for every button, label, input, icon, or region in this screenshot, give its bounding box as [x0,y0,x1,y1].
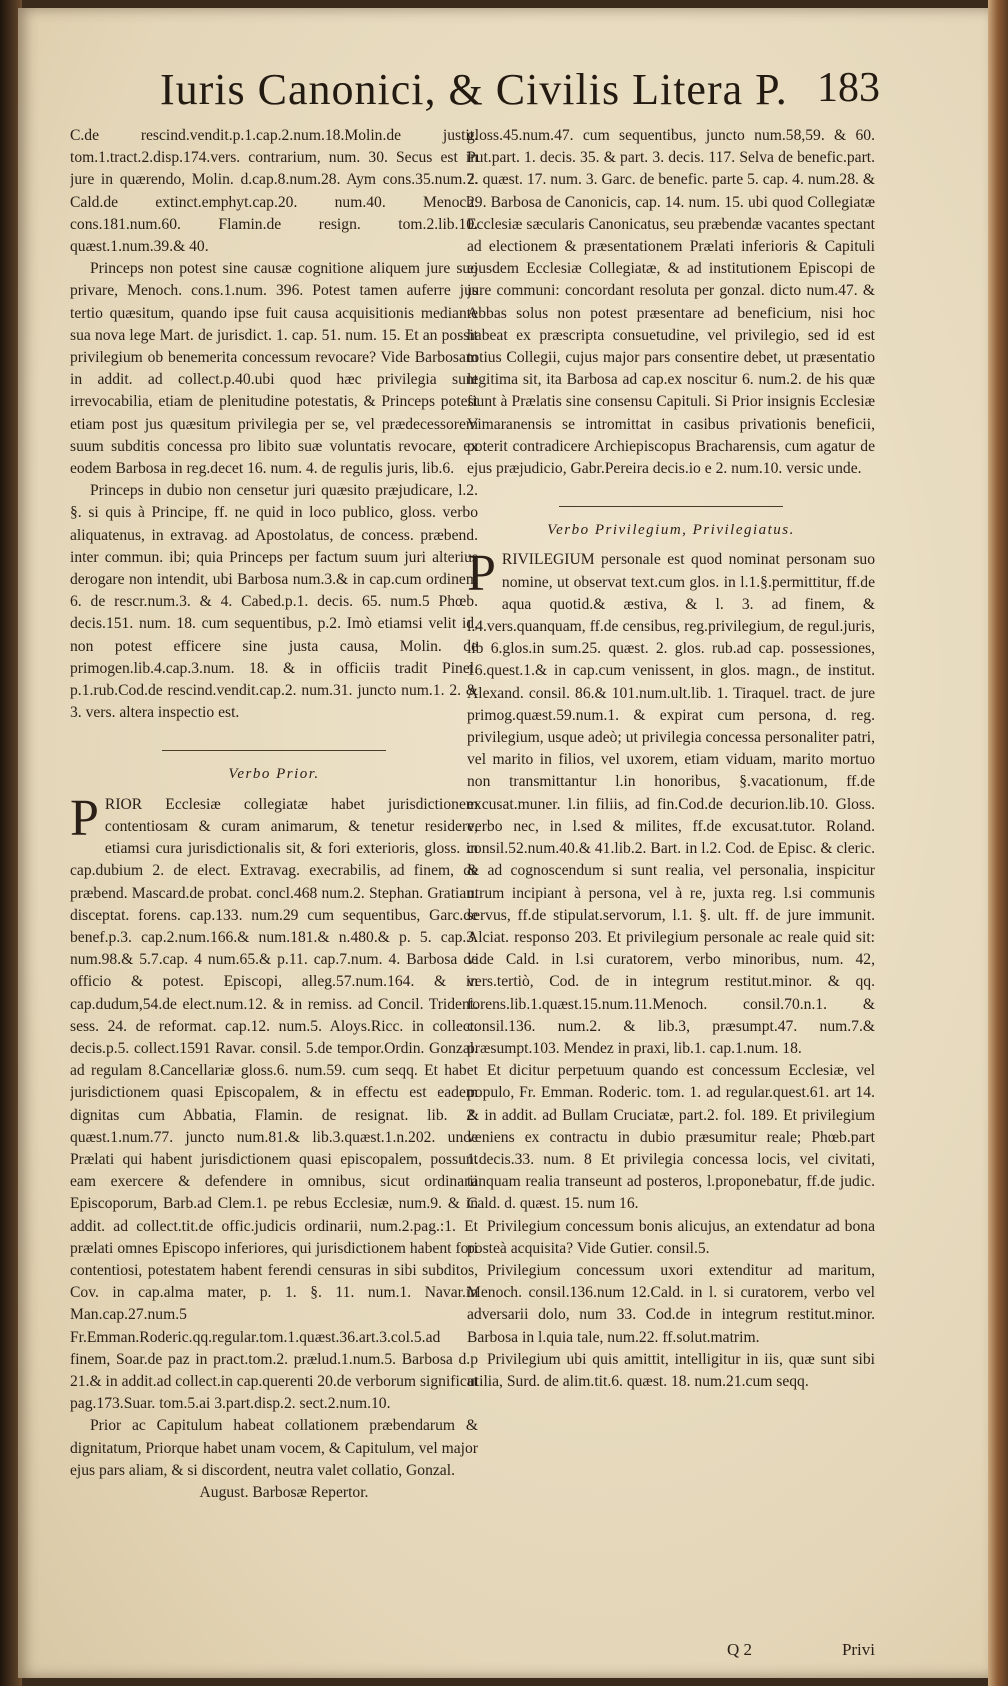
left-paragraph: C.de rescind.vendit.p.1.cap.2.num.18.Molin.de justit. tom.1.tract.2.disp.174.vers. contrarium, num. 30. Secus est in jure in quærendo, Molin. d.cap.8.num.28. Aym cons.35.num.7. Cald.de extinct.emphyt.cap.20. num.40. Menoch. cons.181.num.60. Flamin.de resign. tom.2.lib.10. quæst.1.num.39.& 40. [70,127,478,256]
left-paragraph: Princeps in dubio non censetur juri quæsito præjudicare, l.2. §. si quis à Principe, ff. ne quid in loco publico, gloss. verbo aliquatenus, in extravag. ad Apostolatus, de concess. præbend. inter commun. ibi; quia Princeps per factum suum juri alterius derogare non intendit, ubi Barbosa num.3.& in cap.cum ordinem 6. de rescr.num.3. & 4. Cabed.p.1. decis. 65. num.5 Phœb. decis.151. num. 18. cum sequentibus, p.2. Imò etiamsi velit id, non potest efficere sine justa causa, Molin. de primogen.lib.4.cap.3.num. 18. & in officiis tradit Pinel. p.1.rub.Cod.de rescind.vendit.cap.2. num.31. juncto num.1. 2. & 3. vers. altera inspectio est. [70,482,478,722]
section-divider [559,506,783,507]
left-paragraph: Princeps non potest sine causæ cognitione aliquem jure suo privare, Menoch. cons.1.num. 396. Potest tamen auferre jus tertio quæsitum, quando ipse fuit causa acquisitionis mediante sua nova lege Mart. de jurisdict. 1. cap. 51. num. 15. Et an possit privilegium ob benemerita concessum revocare? Vide Barbosam in addit. ad collect.p.40.ubi quod hæc privilegia sunt irrevocabilia, etiam de plenitudine potestatis, & Princeps potest etiam post jus quæsitum privilegia per se, vel prædecessorem suum subditis concessa pro libito suæ voluntatis revocare, ex eodem Barbosa in reg.decet 16. num. 4. de regulis juris, lib.6. [70,260,478,478]
privilegium-paragraph: Privilegium ubi quis amittit, intelligitur in iis, quæ sunt sibi utilia, Surd. de alim.tit.6. quæst. 18. num.21.cum seqq. [467,1350,875,1390]
prior-text: RIOR Ecclesiæ collegiatæ habet jurisdictionem contentiosam & curam animarum, & tenetur residere, etiamsi cura jurisdictionalis sit, & fori exterioris, gloss. in cap.dubium 2. de elect. Extravag. execrabilis, ad finem, de præbend. Mascard.de probat. concl.468 num.2. Stephan. Gratian. disceptat. forens. cap.133. num.29 cum sequentibus, Garc.de benef.p.3. cap.2.num.166.& num.181.& n.480.& p. 5. cap.3. num.98.& 5.7.cap. 4 num.65.& p.11. cap.7.num. 4. Barbosa de officio & potest. Episcopi, alleg.57.num.164. & in cap.dudum,54.de elect.num.12. & in remiss. ad Concil. Trident. sess. 24. de reformat. cap.12. num.5. Aloys.Ricc. in collect. decis.p.5. collect.1591 Ravar. consil. 5.de tempor.Ordin. Gonzal. ad regulam 8.Cancellariæ gloss.6. num.59. cum seqq. Et habet jurisdictionem quasi Episcopalem, & in effectu est eadem dignitas cum Abbatia, Flamin. de resignat. lib. 2. quæst.1.num.77. juncto num.81.& lib.3.quæst.1.n.202. unde Prælati qui habent jurisdictionem quasi episcopalem, possunt eam exercere & defendere in omnibus, sicut ordinarii Episcoporum, Barb.ad Clem.1. pe rebus Ecclesiæ, num.9. & in addit. ad collect.tit.de offic.judicis ordinarii, num.2.pag.:1. Et prælati omnes Episcopo inferiores, qui jurisdictionem habent fori contentiosi, potestatem habent ferendi censuras in sibi subditos, Cov. in cap.alma mater, p. 1. §. 11. num.1. Navar.in Man.cap.27.num.5 Fr.Emman.Roderic.qq.regular.tom.1.quæst.36.art.3.col.5.ad finem, Soar.de paz in pract.tom.2. prælud.1.num.5. Barbosa d.p 21.& in addit.ad collect.in cap.querenti 20.de verborum significat pag.173.Suar. tom.5.ai 3.part.disp.2. sect.2.num.10. [70,795,478,1413]
section-divider [162,750,386,751]
dropcap-p: P [467,545,496,603]
dropcap-p: P [70,789,99,847]
prior-paragraph [70,789,478,1416]
running-title: Iuris Canonici, & Civilis Litera P. [160,65,788,114]
section-title-prior: Verbo Prior. [228,766,320,783]
right-paragraph: gloss.45.num.47. cum sequentibus, juncto num.58,59. & 60. Put.part. 1. decis. 35. & part. 3. decis. 117. Selva de benefic.part. 2. quæst. 17. num. 3. Garc. de benefic. parte 5. cap. 4. num.28. & 29. Barbosa de Canonicis, cap. 14. num. 15. ubi quod Collegiatæ Ecclesiæ sæcularis Canonicatus, seu præbendæ vacantes spectant ad electionem & præsentationem Prælati inferioris & Capituli ejusdem Ecclesiæ Collegiatæ, & ad institutionem Episcopi de jure communi: concordant resoluta per gonzal. dicto num.47. & Abbas solus non potest præsentare ad beneficium, nisi hoc habeat ex præscripta consuetudine, vel privilegio, sed id est totius Collegii, cujus major pars consentire debet, ut præsentatio legitima sit, ita Barbosa ad cap.ex noscitur 6. num.2. de his quæ fiunt à Prælatis sine consensu Capituli. Si Prior insignis Ecclesiæ Vimaranensis se intromittat in casibus privationis beneficii, poterit contradicere Archiepiscopus Bracharensis, cum agatur de ejus præjudicio, Gabr.Pereira decis.io e 2. num.10. versic unde. [467,127,875,478]
privilegium-paragraph: Privilegium concessum bonis alicujus, an extendatur ad bona posteà acquisita? Vide Gutier. consil.5. [467,1217,875,1257]
left-column [70,125,478,1625]
privilegium-paragraph: Privilegium concessum uxori extenditur ad maritum, Menoch. consil.136.num 12.Cald. in l. si curatorem, verbo vel adversarii dolo, num 33. Cod.de in integrum restitut.minor. Barbosa in l.quia tale, num.22. ff.solut.matrim. [467,1261,875,1346]
prior-paragraph: Prior ac Capitulum habeat collationem præbendarum & dignitatum, Priorque habet unam vocem, & Capitulum, vel major ejus pars aliam, & si discordent, neutra valet collatio, Gonzal. [70,1417,478,1479]
signature-mark: Q 2 [727,1640,753,1659]
page-edge [988,0,1008,1686]
left-catchword: August. Barbosæ Repertor. [199,1483,369,1501]
section-title-privilegium: Verbo Privilegium, Privilegiatus. [547,522,795,539]
page-header [100,64,880,124]
privilegium-paragraph: Et dicitur perpetuum quando est concessum Ecclesiæ, vel populo, Fr. Emman. Roderic. tom. 1. ad regular.quest.61. art 14. & in addit. ad Bullam Cruciatæ, part.2. fol. 189. Et privilegium veniens ex contractu in dubio præsumitur reale; Phœb.part 1.decis.33. num. 8 Et privilegia concessa locis, vel civitati, tanquam realia transeunt ad posteros, l.proponebatur, ff.de judic. Cald. d. quæst. 15. num 16. [467,1062,875,1213]
privilegium-text: RIVILEGIUM personale est quod nominat personam suo nomine, ut observat text.cum glos. in l.1.§.permittitur, ff.de aqua quotid.& æstiva, & l. 3. ad finem, & l.4.vers.quanquam, ff.de censibus, reg.privilegium, de regul.juris, lib 6.glos.in sum.25. quæst. 2. glos. rub.ad cap. possessiones, 16.quest.1.& in cap.cum venissent, in glos. magn., de institut. Alexand. consil. 86.& 101.num.ult.lib. 1. Tiraquel. tract. de jure primog.quæst.59.num.1. & expirat cum persona, d. reg. privilegium, usque adeò; ut privilegia concessa personaliter patri, vel marito in filios, vel uxorem, etiam viduam, marito mortuo non transmittantur l.in honoribus, §.vacationum, ff.de excusat.muner. l.in filiis, ad fin.Cod.de decurion.lib.10. Gloss. verbo nec, in l.sed & milites, ff.de excusat.tutor. Roland. consil.52.num.40.& 41.lib.2. Bart. in l.2. Cod. de Episc. & cleric. & ad cognoscendum si sunt realia, vel personalia, inspicitur utrum incipiant à persona, vel à re, juxta reg. l.si communis servus, ff.de stipulat.servorum, l.1. §. ult. ff. de jure immunit. Alciat. responso 203. Et privilegium personale ac reale quid sit: vide Cald. in l.si curatorem, verbo minoribus, num. 42, vers.tertiò, Cod. de in integrum restitut.minor. & qq. forens.lib.1.quæst.15.num.11.Menoch. consil.70.n.1. & consil.136. num.2. & lib.3, præsumpt.47. num.7.& præsumpt.103. Mendez in praxi, lib.1. cap.1.num. 18. [467,551,875,1057]
privilegium-paragraph [467,545,875,1060]
page-number: 183 [817,65,880,111]
catchword: Privi [841,1640,875,1659]
page-footer [467,1640,875,1668]
right-column [467,125,875,1625]
